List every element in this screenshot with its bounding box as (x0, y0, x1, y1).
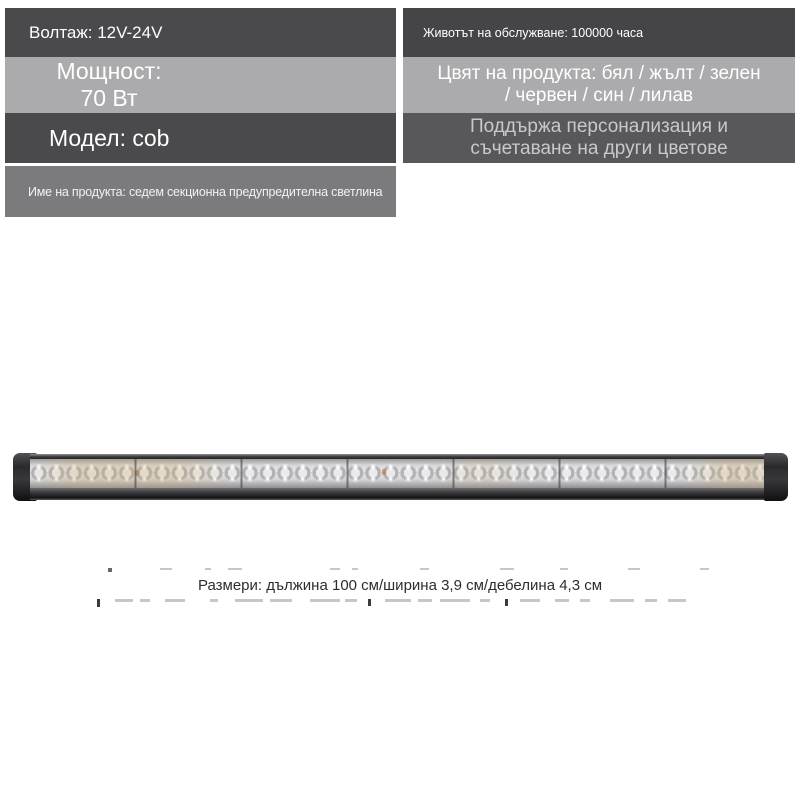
bar-bottom-rail (30, 488, 771, 500)
section-divider (664, 459, 667, 488)
bar-body (30, 454, 771, 500)
amber-led-fleck (382, 469, 386, 475)
section-divider (346, 459, 349, 488)
power-line2: 70 Вт (80, 85, 138, 111)
voltage-band (5, 8, 396, 57)
power-text (9, 58, 209, 112)
section-divider (558, 459, 561, 488)
dimensions-text: Размери: дължина 100 см/ширина 3,9 см/дебелина 4,3 см (197, 577, 603, 594)
power-line1: Мощност: (56, 58, 162, 84)
product-colors-line1: Цвят на продукта: бял / жълт / зелен (437, 63, 761, 84)
spec-panel-right (403, 8, 795, 163)
bar-end-cap-right (764, 453, 788, 501)
model-band (5, 113, 396, 163)
service-life-text: Животът на обслужване: 100000 часа (423, 25, 644, 40)
section-divider (452, 459, 455, 488)
product-colors-band (403, 57, 795, 113)
service-life-band (403, 8, 795, 57)
customization-line2: съчетаване на други цветове (470, 138, 728, 159)
product-name-text: Име на продукта: седем секционна предупредителна светлина (28, 184, 383, 199)
customization-text (470, 116, 728, 160)
customization-band (403, 113, 795, 163)
led-lens-strip (30, 459, 771, 488)
ghost-text-remnants-bottom (0, 599, 800, 609)
spec-panel-left (5, 8, 396, 217)
product-colors-line2: / червен / син / лилав (504, 85, 694, 106)
customization-line1: Поддържа персонализация и (470, 116, 728, 137)
product-name-band (5, 166, 396, 217)
voltage-text: Волтаж: 12V-24V (29, 22, 163, 42)
led-light-bar-image (13, 453, 788, 501)
product-colors-text (437, 63, 760, 107)
warm-led-tint (30, 459, 771, 488)
section-divider (240, 459, 243, 488)
model-text: Модел: cob (49, 124, 170, 151)
power-band (5, 57, 396, 113)
section-divider (134, 459, 137, 488)
